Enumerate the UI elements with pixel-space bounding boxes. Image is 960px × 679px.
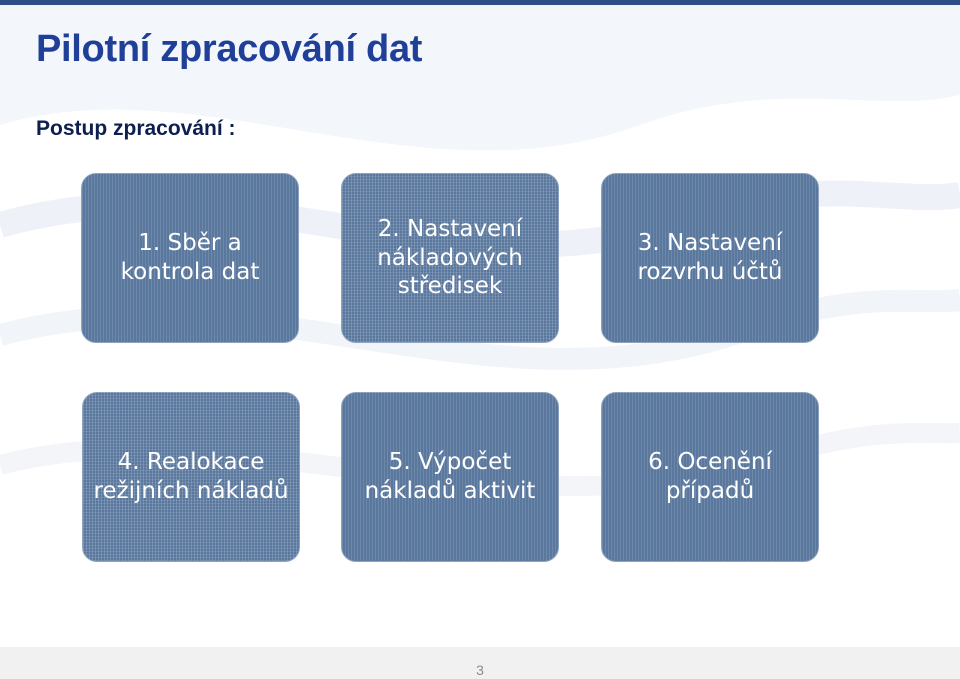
step-card-label: 6. Ocenění případů (648, 449, 772, 504)
slide-title: Pilotní zpracování dat (36, 28, 423, 70)
step-card-label: 2. Nastavení nákladových středisek (377, 215, 523, 300)
step-card-label: 5. Výpočet nákladů aktivit (364, 449, 536, 504)
step-card-4[interactable] (82, 392, 300, 562)
step-card-2[interactable] (341, 173, 559, 343)
step-card-5[interactable] (341, 392, 559, 562)
step-card-label: 4. Realokace režijních nákladů (93, 449, 289, 504)
step-card-label: 3. Nastavení rozvrhu účtů (637, 230, 783, 285)
step-card-label: 1. Sběr a kontrola dat (120, 230, 260, 285)
page-number: 3 (476, 662, 484, 678)
step-card-1[interactable] (81, 173, 299, 343)
step-card-3[interactable] (601, 173, 819, 343)
slide-subtitle: Postup zpracování : (36, 117, 236, 140)
step-card-6[interactable] (601, 392, 819, 562)
